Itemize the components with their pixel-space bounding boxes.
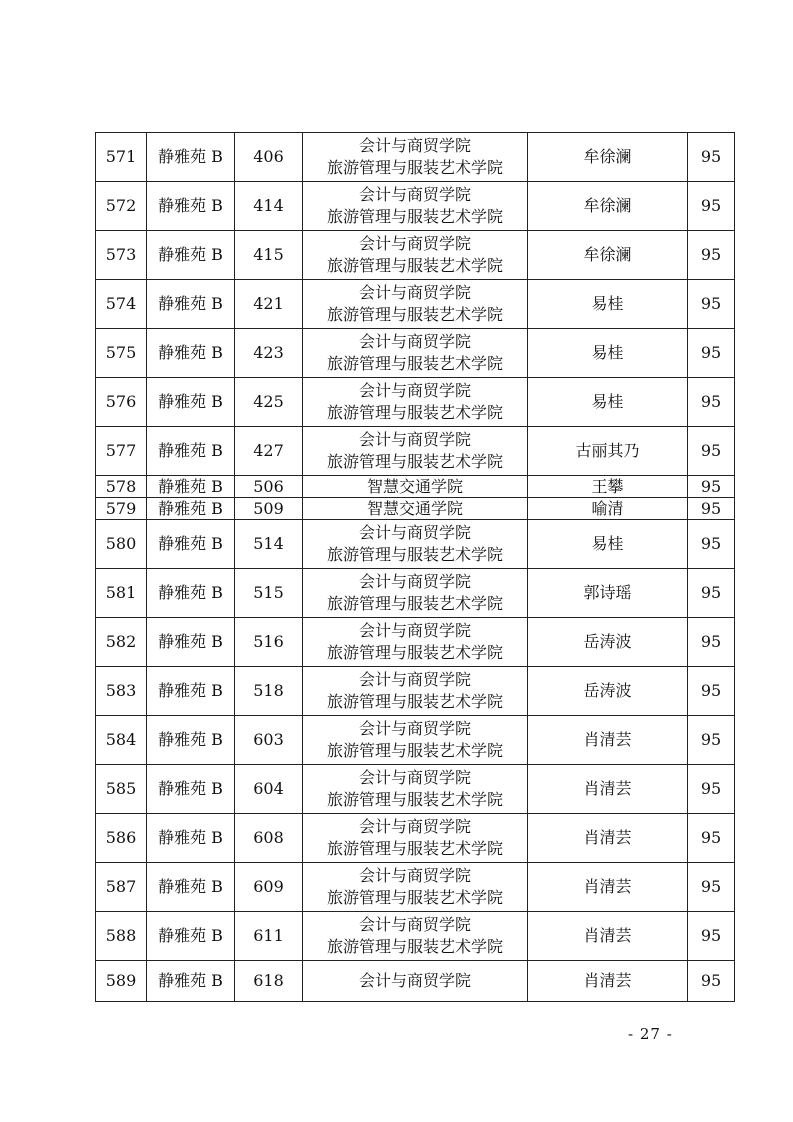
score-cell: 95	[688, 476, 735, 498]
building-cell: 静雅苑 B	[147, 476, 235, 498]
college-line: 会计与商贸学院	[358, 332, 471, 351]
college-cell	[303, 476, 528, 498]
college-line: 会计与商贸学院	[358, 817, 471, 836]
counselor-cell: 肖清芸	[528, 863, 688, 912]
score-cell: 95	[688, 716, 735, 765]
college-line: 旅游管理与服装艺术学院	[326, 403, 503, 422]
table-body	[96, 133, 735, 1002]
college-line: 旅游管理与服装艺术学院	[326, 452, 503, 471]
table-row	[96, 765, 735, 814]
counselor-cell: 岳涛波	[528, 667, 688, 716]
college-cell	[303, 182, 528, 231]
building-cell: 静雅苑 B	[147, 280, 235, 329]
row-number-cell: 585	[96, 765, 147, 814]
college-cell	[303, 520, 528, 569]
score-cell: 95	[688, 520, 735, 569]
college-cell	[303, 716, 528, 765]
table-row	[96, 498, 735, 520]
college-cell	[303, 280, 528, 329]
row-number-cell: 571	[96, 133, 147, 182]
college-cell	[303, 378, 528, 427]
table-row	[96, 133, 735, 182]
college-cell	[303, 961, 528, 1002]
college-cell	[303, 618, 528, 667]
score-cell: 95	[688, 667, 735, 716]
college-line: 会计与商贸学院	[358, 136, 471, 155]
room-cell: 414	[235, 182, 303, 231]
counselor-cell: 王攀	[528, 476, 688, 498]
score-cell: 95	[688, 498, 735, 520]
table-row	[96, 329, 735, 378]
row-number-cell: 574	[96, 280, 147, 329]
college-cell	[303, 329, 528, 378]
college-cell	[303, 912, 528, 961]
table-row	[96, 667, 735, 716]
building-cell: 静雅苑 B	[147, 498, 235, 520]
counselor-cell: 喻清	[528, 498, 688, 520]
building-cell: 静雅苑 B	[147, 618, 235, 667]
building-cell: 静雅苑 B	[147, 329, 235, 378]
counselor-cell: 易桂	[528, 280, 688, 329]
counselor-cell: 易桂	[528, 329, 688, 378]
college-line: 旅游管理与服装艺术学院	[326, 643, 503, 662]
room-cell: 516	[235, 618, 303, 667]
table-row	[96, 716, 735, 765]
college-line: 旅游管理与服装艺术学院	[326, 790, 503, 809]
building-cell: 静雅苑 B	[147, 378, 235, 427]
row-number-cell: 573	[96, 231, 147, 280]
score-cell: 95	[688, 912, 735, 961]
score-cell: 95	[688, 765, 735, 814]
college-line: 会计与商贸学院	[358, 971, 471, 990]
building-cell: 静雅苑 B	[147, 231, 235, 280]
building-cell: 静雅苑 B	[147, 427, 235, 476]
college-line: 旅游管理与服装艺术学院	[326, 545, 503, 564]
table-row	[96, 280, 735, 329]
college-line: 旅游管理与服装艺术学院	[326, 158, 503, 177]
row-number-cell: 581	[96, 569, 147, 618]
building-cell: 静雅苑 B	[147, 863, 235, 912]
counselor-cell: 肖清芸	[528, 912, 688, 961]
building-cell: 静雅苑 B	[147, 133, 235, 182]
row-number-cell: 582	[96, 618, 147, 667]
college-line: 会计与商贸学院	[358, 523, 471, 542]
score-cell: 95	[688, 814, 735, 863]
counselor-cell: 易桂	[528, 520, 688, 569]
table-row	[96, 618, 735, 667]
row-number-cell: 588	[96, 912, 147, 961]
room-cell: 603	[235, 716, 303, 765]
college-line: 会计与商贸学院	[358, 185, 471, 204]
room-cell: 611	[235, 912, 303, 961]
room-cell: 604	[235, 765, 303, 814]
score-cell: 95	[688, 569, 735, 618]
score-cell: 95	[688, 618, 735, 667]
row-number-cell: 577	[96, 427, 147, 476]
table-row	[96, 569, 735, 618]
building-cell: 静雅苑 B	[147, 520, 235, 569]
counselor-cell: 郭诗瑶	[528, 569, 688, 618]
building-cell: 静雅苑 B	[147, 182, 235, 231]
row-number-cell: 579	[96, 498, 147, 520]
room-cell: 425	[235, 378, 303, 427]
college-line: 智慧交通学院	[366, 499, 463, 518]
college-line: 会计与商贸学院	[358, 768, 471, 787]
row-number-cell: 575	[96, 329, 147, 378]
room-cell: 609	[235, 863, 303, 912]
college-line: 会计与商贸学院	[358, 670, 471, 689]
counselor-cell: 岳涛波	[528, 618, 688, 667]
college-line: 旅游管理与服装艺术学院	[326, 741, 503, 760]
table-row	[96, 378, 735, 427]
row-number-cell: 584	[96, 716, 147, 765]
room-cell: 515	[235, 569, 303, 618]
college-cell	[303, 133, 528, 182]
score-cell: 95	[688, 182, 735, 231]
college-cell	[303, 765, 528, 814]
room-cell: 509	[235, 498, 303, 520]
score-cell: 95	[688, 427, 735, 476]
room-cell: 506	[235, 476, 303, 498]
table-row	[96, 231, 735, 280]
room-cell: 518	[235, 667, 303, 716]
row-number-cell: 572	[96, 182, 147, 231]
table-row	[96, 476, 735, 498]
row-number-cell: 583	[96, 667, 147, 716]
score-cell: 95	[688, 378, 735, 427]
score-cell: 95	[688, 133, 735, 182]
college-line: 会计与商贸学院	[358, 234, 471, 253]
room-cell: 421	[235, 280, 303, 329]
building-cell: 静雅苑 B	[147, 716, 235, 765]
row-number-cell: 576	[96, 378, 147, 427]
college-line: 旅游管理与服装艺术学院	[326, 594, 503, 613]
college-line: 会计与商贸学院	[358, 572, 471, 591]
college-line: 旅游管理与服装艺术学院	[326, 354, 503, 373]
college-line: 旅游管理与服装艺术学院	[326, 207, 503, 226]
counselor-cell: 牟徐澜	[528, 182, 688, 231]
building-cell: 静雅苑 B	[147, 765, 235, 814]
college-cell	[303, 427, 528, 476]
table-row	[96, 961, 735, 1002]
table-row	[96, 814, 735, 863]
college-cell	[303, 231, 528, 280]
score-cell: 95	[688, 280, 735, 329]
college-cell	[303, 667, 528, 716]
counselor-cell: 易桂	[528, 378, 688, 427]
college-line: 旅游管理与服装艺术学院	[326, 839, 503, 858]
college-line: 会计与商贸学院	[358, 430, 471, 449]
building-cell: 静雅苑 B	[147, 667, 235, 716]
college-line: 旅游管理与服装艺术学院	[326, 305, 503, 324]
counselor-cell: 肖清芸	[528, 765, 688, 814]
dormitory-score-table	[95, 132, 735, 1002]
counselor-cell: 肖清芸	[528, 961, 688, 1002]
score-cell: 95	[688, 231, 735, 280]
room-cell: 514	[235, 520, 303, 569]
college-cell	[303, 569, 528, 618]
room-cell: 406	[235, 133, 303, 182]
college-cell	[303, 863, 528, 912]
table-row	[96, 427, 735, 476]
room-cell: 618	[235, 961, 303, 1002]
college-line: 旅游管理与服装艺术学院	[326, 937, 503, 956]
building-cell: 静雅苑 B	[147, 569, 235, 618]
college-line: 会计与商贸学院	[358, 283, 471, 302]
room-cell: 427	[235, 427, 303, 476]
building-cell: 静雅苑 B	[147, 912, 235, 961]
table-row	[96, 863, 735, 912]
row-number-cell: 580	[96, 520, 147, 569]
counselor-cell: 古丽其乃	[528, 427, 688, 476]
counselor-cell: 肖清芸	[528, 716, 688, 765]
counselor-cell: 牟徐澜	[528, 133, 688, 182]
score-cell: 95	[688, 961, 735, 1002]
table-row	[96, 520, 735, 569]
college-cell	[303, 814, 528, 863]
college-line: 旅游管理与服装艺术学院	[326, 256, 503, 275]
counselor-cell: 肖清芸	[528, 814, 688, 863]
college-line: 会计与商贸学院	[358, 915, 471, 934]
building-cell: 静雅苑 B	[147, 961, 235, 1002]
room-cell: 608	[235, 814, 303, 863]
college-line: 会计与商贸学院	[358, 621, 471, 640]
counselor-cell: 牟徐澜	[528, 231, 688, 280]
row-number-cell: 587	[96, 863, 147, 912]
college-line: 会计与商贸学院	[358, 381, 471, 400]
table-row	[96, 182, 735, 231]
row-number-cell: 589	[96, 961, 147, 1002]
room-cell: 415	[235, 231, 303, 280]
page-number: - 27 -	[628, 1025, 673, 1043]
college-line: 旅游管理与服装艺术学院	[326, 888, 503, 907]
building-cell: 静雅苑 B	[147, 814, 235, 863]
score-cell: 95	[688, 863, 735, 912]
college-line: 旅游管理与服装艺术学院	[326, 692, 503, 711]
row-number-cell: 586	[96, 814, 147, 863]
row-number-cell: 578	[96, 476, 147, 498]
score-cell: 95	[688, 329, 735, 378]
room-cell: 423	[235, 329, 303, 378]
college-cell	[303, 498, 528, 520]
college-line: 会计与商贸学院	[358, 719, 471, 738]
college-line: 会计与商贸学院	[358, 866, 471, 885]
table-row	[96, 912, 735, 961]
college-line: 智慧交通学院	[366, 477, 463, 496]
